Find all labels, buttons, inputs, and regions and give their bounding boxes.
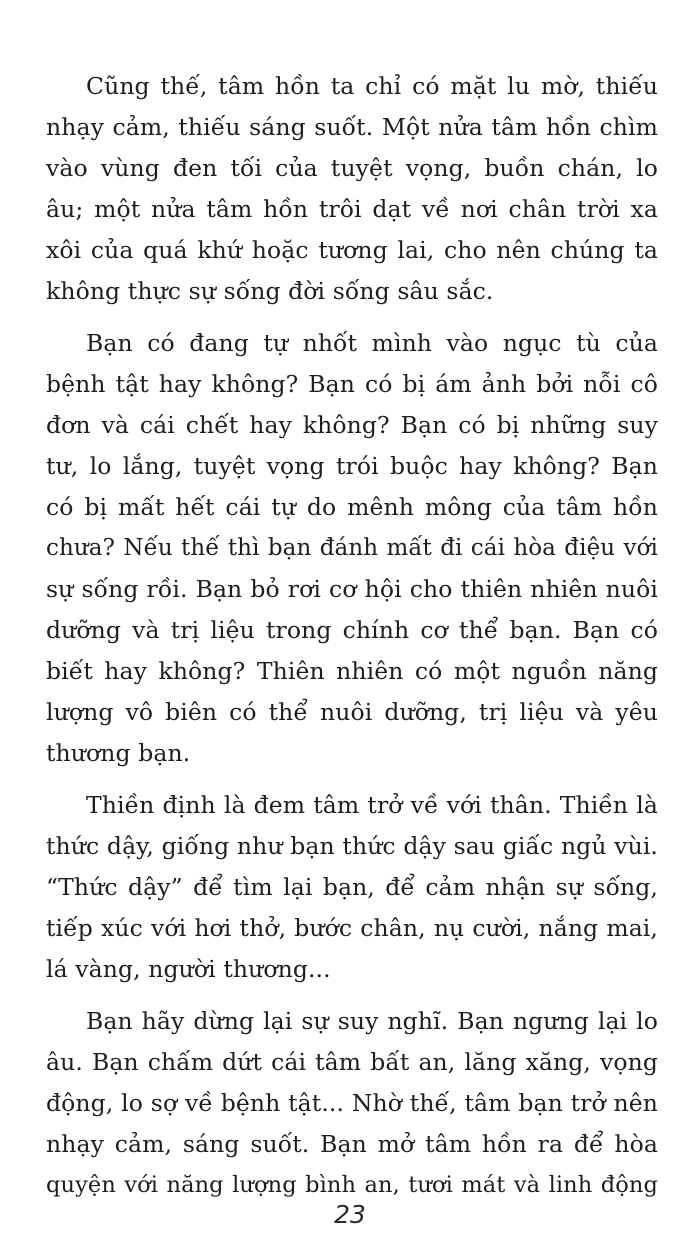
paragraph-3 bbox=[46, 785, 658, 990]
text-line: có bị mất hết cái tự do mênh mông của tâm hồn bbox=[46, 493, 658, 521]
text-line: chưa? Nếu thế thì bạn đánh mất đi cái hòa điệu với bbox=[46, 535, 658, 561]
text-line: Bạn hãy dừng lại sự suy nghĩ. Bạn ngưng lại lo bbox=[86, 1007, 658, 1035]
text-line: âu. Bạn chấm dứt cái tâm bất an, lăng xăng, vọng bbox=[46, 1048, 658, 1076]
text-line: tiếp xúc với hơi thở, bước chân, nụ cười, nắng mai, bbox=[46, 914, 658, 942]
text-line: vào vùng đen tối của tuyệt vọng, buồn chán, lo bbox=[46, 154, 658, 182]
paragraph-1 bbox=[46, 66, 658, 312]
text-line: “Thức dậy” để tìm lại bạn, để cảm nhận sự sống, bbox=[46, 873, 658, 901]
paragraph-spacer bbox=[46, 774, 658, 785]
body-text bbox=[46, 66, 658, 1206]
text-line: động, lo sợ về bệnh tật... Nhờ thế, tâm bạn trở nên bbox=[46, 1089, 658, 1117]
text-line: thương bạn. bbox=[46, 739, 191, 767]
text-line: lượng vô biên có thể nuôi dưỡng, trị liệu và yêu bbox=[46, 698, 658, 726]
text-line: biết hay không? Thiên nhiên có một nguồn năng bbox=[46, 657, 658, 685]
paragraph-4 bbox=[46, 1001, 658, 1206]
text-line: đơn và cái chết hay không? Bạn có bị những suy bbox=[46, 411, 658, 439]
text-line: dưỡng và trị liệu trong chính cơ thể bạn. Bạn có bbox=[46, 616, 658, 644]
paragraph-spacer bbox=[46, 312, 658, 323]
text-line: Bạn có đang tự nhốt mình vào ngục tù của bbox=[86, 329, 658, 357]
text-line: sự sống rồi. Bạn bỏ rơi cơ hội cho thiên nhiên nuôi bbox=[46, 575, 658, 603]
paragraph-2 bbox=[46, 323, 658, 774]
text-line: nhạy cảm, thiếu sáng suốt. Một nửa tâm hồn chìm bbox=[46, 113, 658, 141]
text-line: Thiền định là đem tâm trở về với thân. Thiền là bbox=[86, 791, 658, 819]
text-line: bệnh tật hay không? Bạn có bị ám ảnh bởi nỗi cô bbox=[46, 370, 658, 398]
text-line: nhạy cảm, sáng suốt. Bạn mở tâm hồn ra để hòa bbox=[46, 1130, 658, 1158]
text-line: quyện với năng lượng bình an, tươi mát và linh động bbox=[46, 1172, 658, 1198]
text-line: âu; một nửa tâm hồn trôi dạt về nơi chân trời xa bbox=[46, 195, 658, 223]
text-line: xôi của quá khứ hoặc tương lai, cho nên chúng ta bbox=[46, 236, 658, 264]
paragraph-spacer bbox=[46, 990, 658, 1001]
text-line: Cũng thế, tâm hồn ta chỉ có mặt lu mờ, thiếu bbox=[86, 72, 658, 100]
text-line: lá vàng, người thương... bbox=[46, 955, 331, 983]
page-number: 23 bbox=[334, 1200, 366, 1229]
text-line: tư, lo lắng, tuyệt vọng trói buộc hay không? Bạn bbox=[46, 452, 658, 480]
text-line: thức dậy, giống như bạn thức dậy sau giấc ngủ vùi. bbox=[46, 832, 658, 860]
text-line: không thực sự sống đời sống sâu sắc. bbox=[46, 277, 494, 305]
